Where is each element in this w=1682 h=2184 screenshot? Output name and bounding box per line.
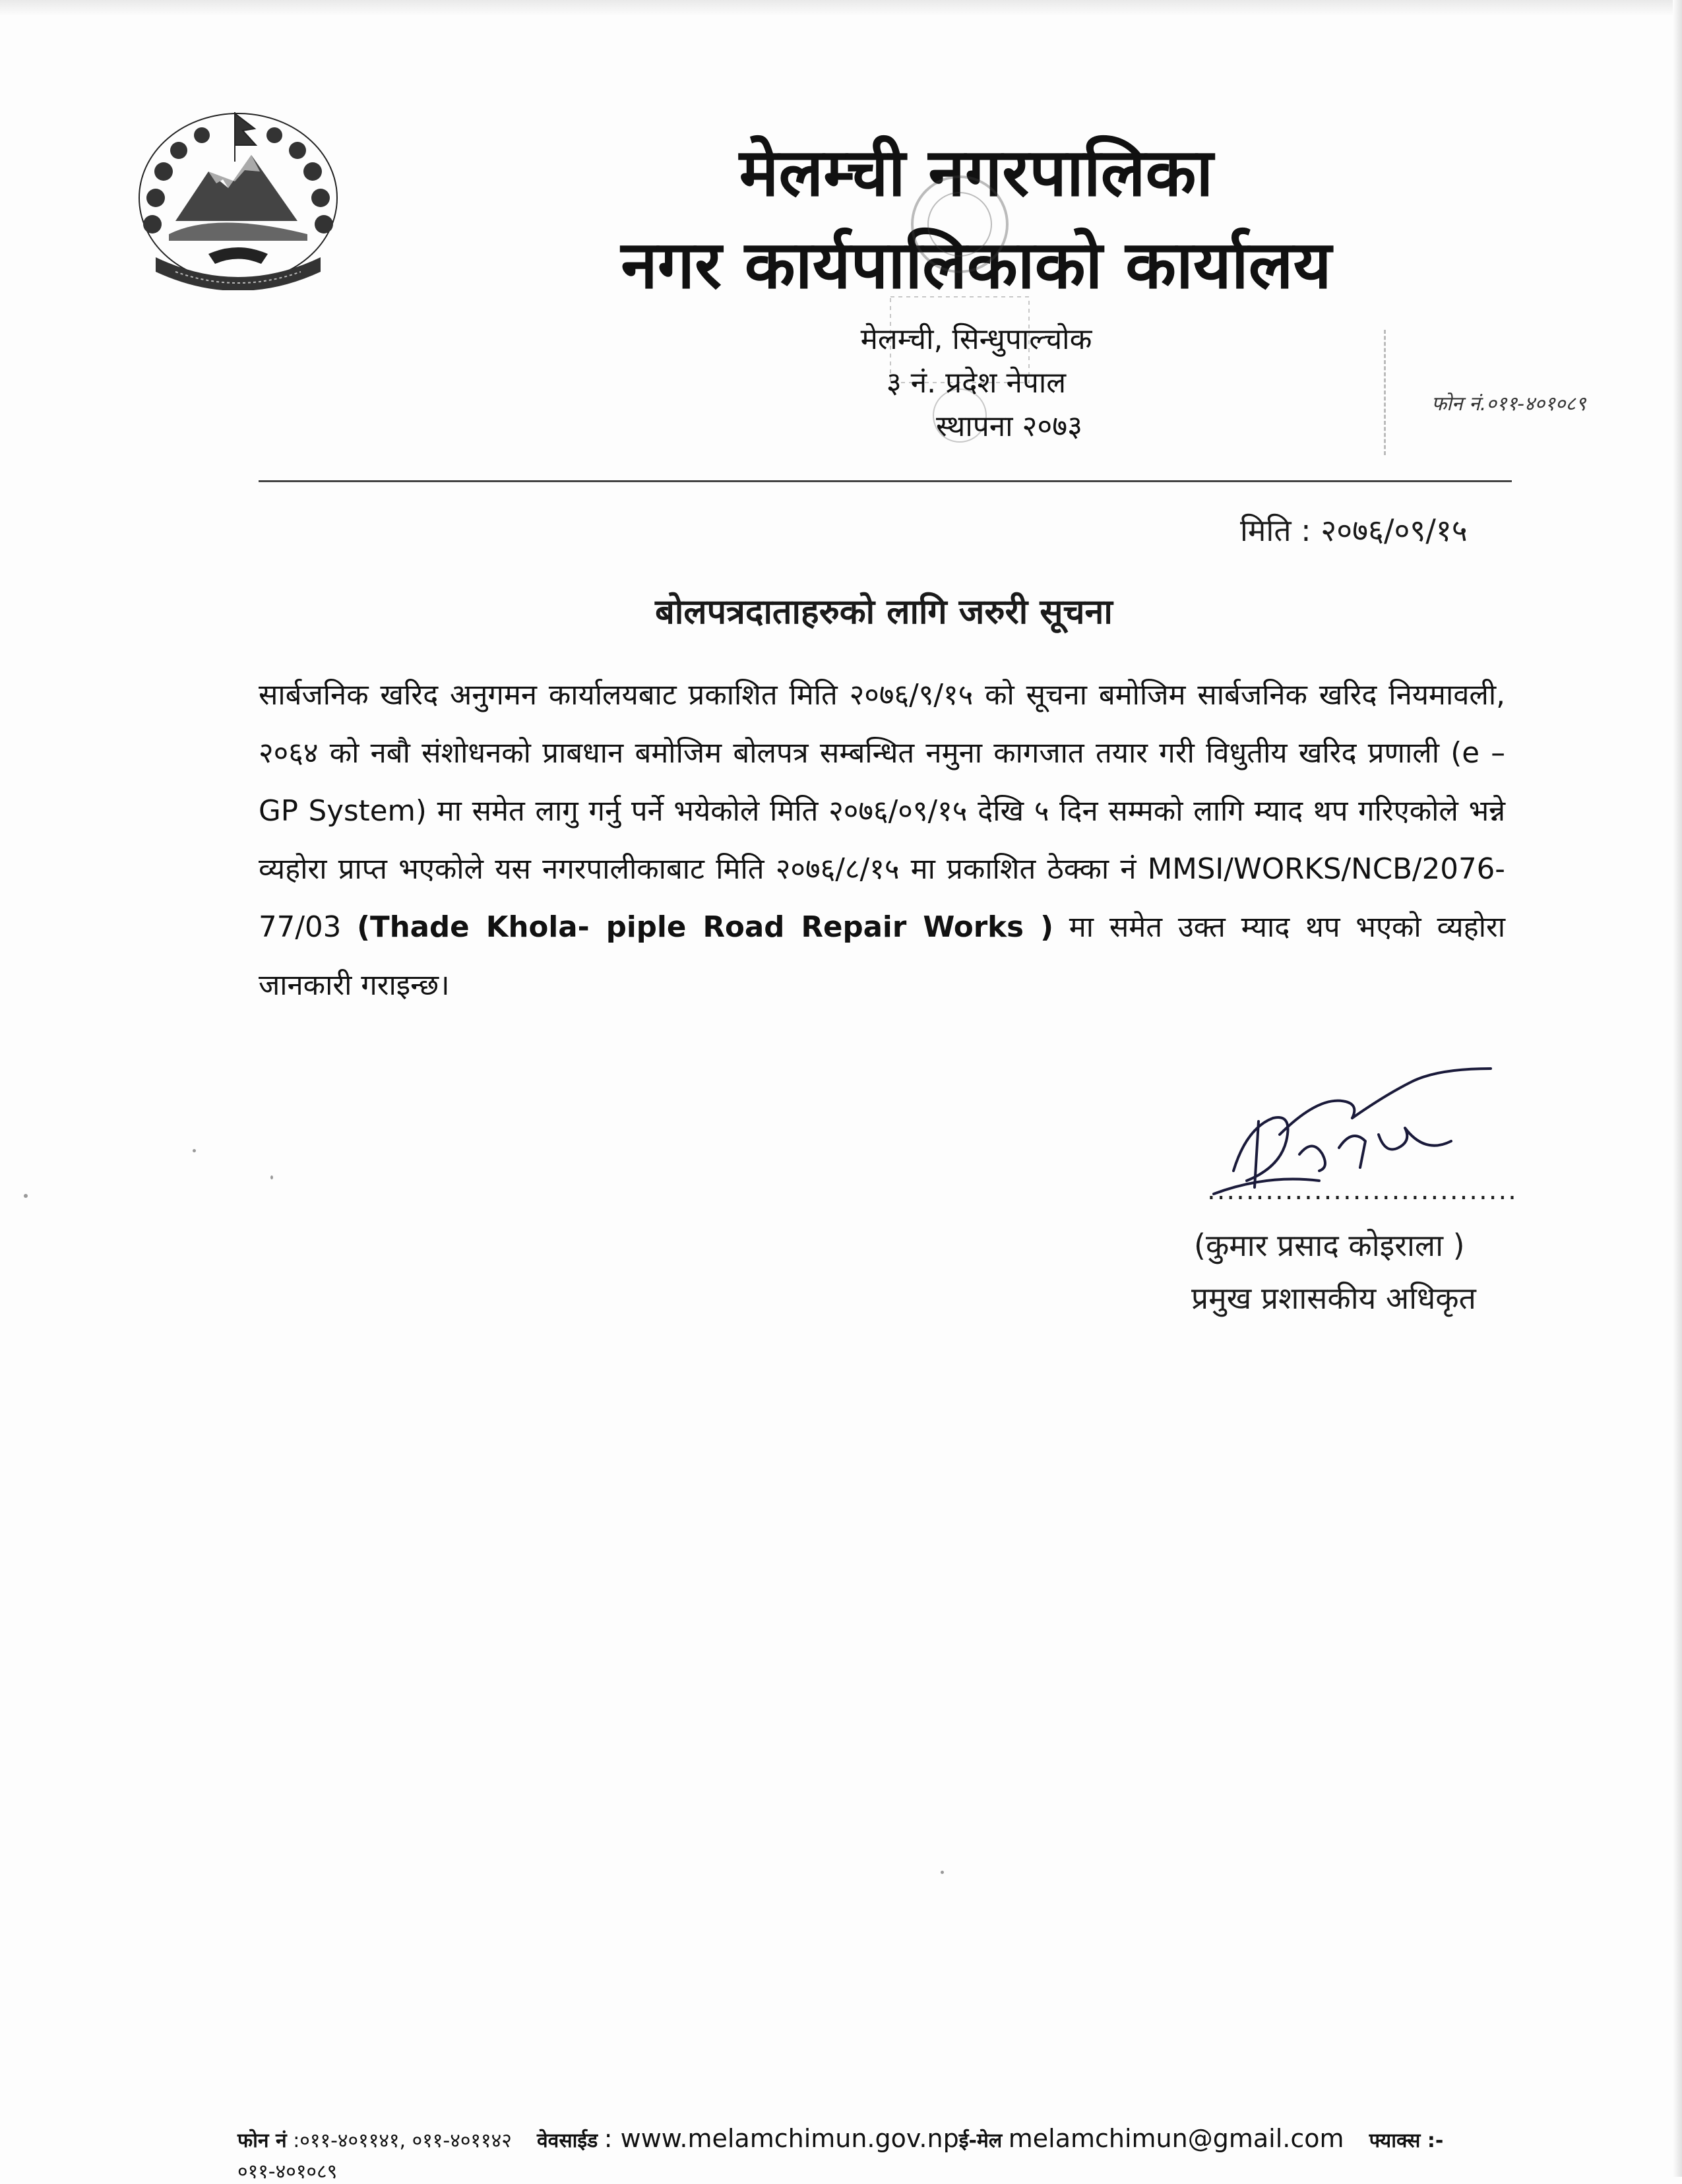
signatory-name: (कुमार प्रसाद कोइराला )	[1194, 1228, 1465, 1263]
footer-website: : www.melamchimun.gov.np	[604, 2124, 959, 2153]
notice-body	[259, 666, 1505, 1014]
address-line1: मेलम्ची, सिन्धुपाल्चोक	[860, 323, 1092, 356]
established-year: स्थापना २०७३	[935, 410, 1083, 443]
footer-email-label: ई-मेल	[958, 2129, 1003, 2152]
header-divider	[259, 480, 1512, 482]
notice-date: मिति : २०७६/०९/१५	[1240, 513, 1468, 548]
address-line2: ३ नं. प्रदेश नेपाल	[886, 366, 1067, 400]
footer-fax: ०११-४०१०८९	[237, 2160, 338, 2183]
signatory-title: प्रमुख प्रशासकीय अधिकृत	[1191, 1280, 1476, 1316]
scan-speck	[193, 1149, 196, 1152]
scan-edge-right	[1673, 0, 1682, 2177]
footer-contact	[237, 2124, 1491, 2153]
nepal-emblem-icon	[129, 99, 347, 290]
footer-phone-label: फोन नं	[237, 2129, 287, 2152]
scan-artifact-dash	[1384, 330, 1386, 455]
footer-phone: :०११-४०११४१, ०११-४०११४२	[293, 2129, 512, 2152]
scan-speck	[270, 1175, 273, 1179]
header-phone: फोन नं.०११-४०१०८९	[1431, 392, 1586, 416]
office-title-line2: नगर कार्यपालिकाको कार्यालय	[621, 226, 1332, 303]
office-title-line1: मेलम्ची नगरपालिका	[739, 134, 1214, 211]
project-name: (Thade Khola- piple Road Repair Works )	[357, 911, 1053, 944]
scan-speck	[941, 1871, 944, 1874]
signature-line: ................................	[1207, 1175, 1518, 1206]
footer-fax-label: फ्याक्स :-	[1369, 2129, 1444, 2152]
notice-subject: बोलपत्रदाताहरुको लागि जरुरी सूचना	[655, 592, 1113, 632]
notice-body-closing: मा समेत उक्त म्याद थप भएको व्यहोरा जानकारी गराइन्छ।	[259, 911, 1506, 1002]
scan-speck	[24, 1194, 28, 1198]
footer-website-label: वेवसाईड	[537, 2129, 598, 2152]
footer-email: melamchimun@gmail.com	[1008, 2124, 1344, 2153]
scan-edge-top	[0, 0, 1682, 16]
notice-body-text: सार्बजनिक खरिद अनुगमन कार्यालयबाट प्रकाशित मिति २०७६/९/१५ को सूचना बमोजिम सार्बजनिक खरिद नियमावली, २०६४ को नबौ संशोधनको प्राबधान बमोजिम बोलपत्र सम्बन्धित नमुना कागजात तयार गरी विधुतीय खरिद प्रणाली (e –GP System) मा समेत लागु गर्नु पर्ने भयेकोले मिति २०७६/०९/१५ देखि ५ दिन सम्मको लागि म्याद थप गरिएकोले भन्ने व्यहोरा प्राप्त भएकोले यस नगरपालीकाबाट मिति २०७६/८/१५ मा प्रकाशित ठेक्का नं MMSI/WORKS/NCB/2076-77/03	[259, 679, 1505, 944]
